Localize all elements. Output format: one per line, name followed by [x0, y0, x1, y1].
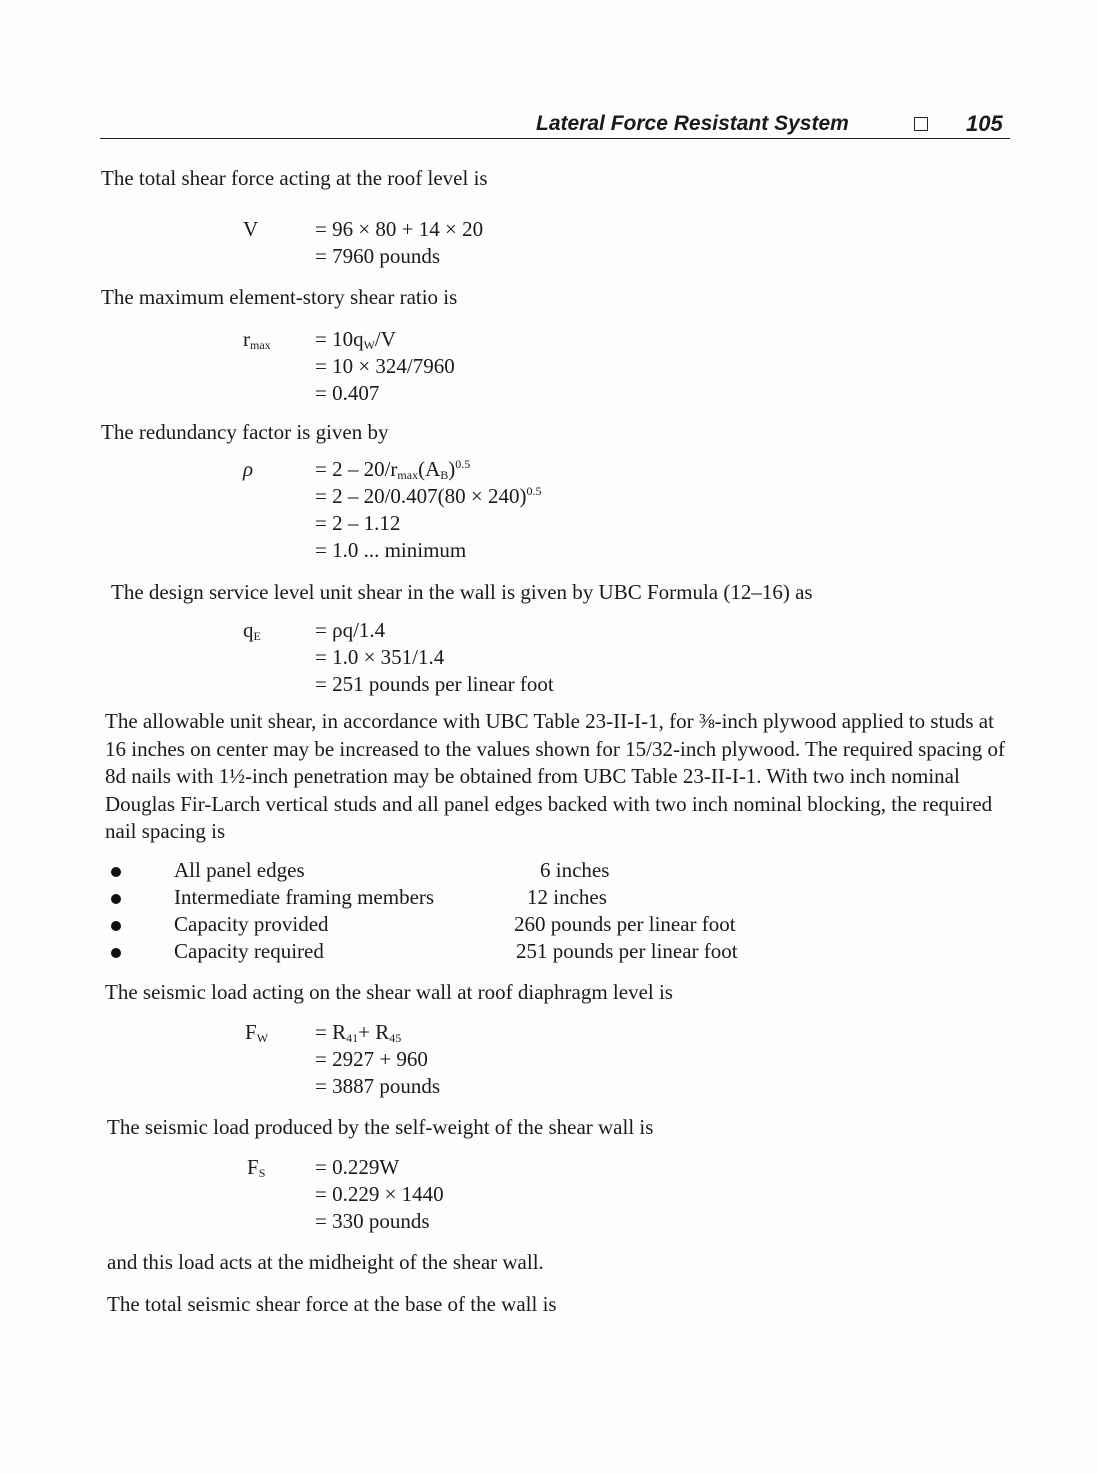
intro-seismic-roof: The seismic load acting on the shear wall at roof diaphragm level is [105, 980, 673, 1004]
intro-redundancy: The redundancy factor is given by [101, 420, 389, 444]
bullet-icon [111, 867, 121, 877]
bullet-icon [111, 921, 121, 931]
equation-symbol: $F_S$ [247, 1155, 266, 1180]
equation-line: = 1.0 × 351/1.4 [315, 645, 445, 669]
total-base-shear: The total seismic shear force at the base of the wall is [107, 1292, 557, 1316]
equation-line: = 330 pounds [315, 1209, 430, 1233]
page-number: 105 [966, 111, 1003, 136]
list-item-value: 12 inches [527, 885, 607, 909]
equation-line: = ρq/1.4 [315, 618, 386, 642]
nail-spacing-list [108, 858, 808, 966]
list-item-label: Capacity provided [174, 912, 329, 936]
equation-line: = 2 – 1.12 [315, 511, 401, 535]
running-header [100, 108, 1010, 140]
list-item [108, 885, 808, 912]
list-item [108, 858, 808, 885]
equation-line: = 2927 + 960 [315, 1047, 428, 1071]
equation-line: = 1.0 ... minimum [315, 538, 467, 562]
list-item-value: 251 pounds per linear foot [516, 939, 738, 963]
list-item [108, 939, 808, 966]
equation-symbol: $q_E$ [243, 618, 261, 643]
equation-line: = 0.407 [315, 381, 380, 405]
list-item-label: Intermediate framing members [174, 885, 435, 909]
equation-line: = $2 - 20/0.407(80 \times 240)^{0.5}$ [315, 484, 542, 508]
allowable-paragraph: The allowable unit shear, in accordance with UBC Table 23-II-I-1, for ⅜-inch plywood applied to studs at 16 inches on center may be increased to the values shown for 15/32-inch plywood. The required spacing of 8d nails with 1½-inch penetration may be obtained from UBC Table 23-II-I-1. With two inch nominal Douglas Fir-Larch vertical studs and all panel edges backed with two inch nominal blocking, the required nail spacing is [105, 709, 1006, 843]
equation-line: = $2 - 20/r_{max}(A_B)^{0.5}$ [315, 457, 471, 482]
equation-symbol: $r_{max}$ [243, 327, 271, 352]
equation-symbol: V [243, 217, 259, 241]
intro-max-ratio: The maximum element-story shear ratio is [101, 285, 458, 309]
equation-symbol: $F_W$ [245, 1020, 269, 1045]
midheight-note: and this load acts at the midheight of the shear wall. [107, 1250, 544, 1274]
list-item-value: 260 pounds per linear foot [514, 912, 736, 936]
equation-line: = 0.229 × 1440 [315, 1182, 444, 1206]
equation-line: = 7960 pounds [315, 244, 441, 268]
equation-line: = 0.229W [315, 1155, 400, 1179]
header-title: Lateral Force Resistant System [536, 112, 849, 135]
equation-line: = $10q_W/V$ [315, 327, 396, 352]
intro-self-weight: The seismic load produced by the self-weight of the shear wall is [107, 1115, 654, 1139]
list-item-value: 6 inches [540, 858, 610, 882]
bullet-icon [111, 948, 121, 958]
bullet-icon [111, 894, 121, 904]
equation-line: = 3887 pounds [315, 1074, 441, 1098]
equation-line: = 251 pounds per linear foot [315, 672, 554, 696]
list-item-label: Capacity required [174, 939, 324, 963]
square-icon [914, 117, 928, 131]
list-item [108, 912, 808, 939]
equation-line: = 96 × 80 + 14 × 20 [315, 217, 484, 241]
equation-line: = 10 × 324/7960 [315, 354, 455, 378]
header-rule [100, 138, 1010, 139]
list-item-label: All panel edges [174, 858, 305, 882]
equation-symbol: ρ [243, 457, 254, 481]
intro-total-shear: The total shear force acting at the roof level is [101, 166, 488, 190]
intro-design-shear: The design service level unit shear in the wall is given by UBC Formula (12–16) as [111, 580, 813, 604]
equation-line: = $R_{41}+ R_{45}$ [315, 1020, 402, 1045]
